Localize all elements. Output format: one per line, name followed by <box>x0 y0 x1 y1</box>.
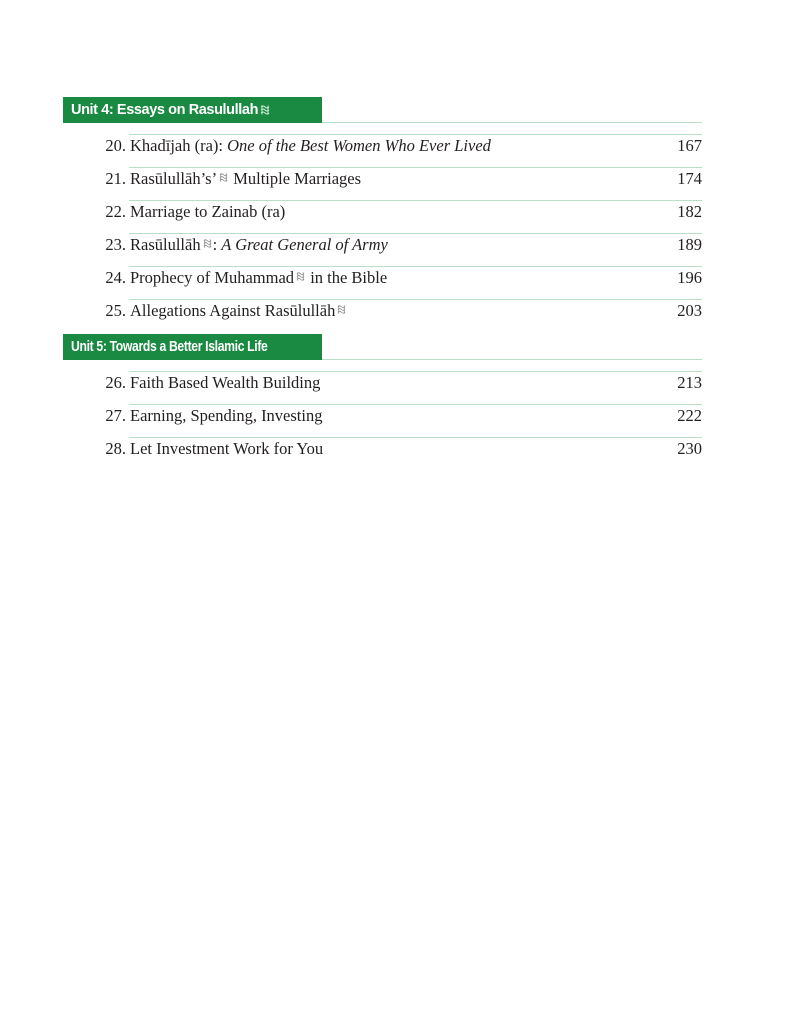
entry-title-part: in the Bible <box>306 268 388 287</box>
entry-number: 23. <box>105 235 126 254</box>
unit-header-label: Unit 5: Towards a Better Islamic Life <box>71 339 268 355</box>
toc-entry[interactable] <box>93 266 702 299</box>
entry-title-part: Prophecy of Muhammad <box>130 268 295 287</box>
entry-divider <box>129 371 702 372</box>
salutation-icon <box>295 271 306 282</box>
entry-page-number: 196 <box>677 268 702 287</box>
entry-title-part: Earning, Spending, Investing <box>130 406 323 425</box>
entry-number: 20. <box>105 136 126 155</box>
entry-page-number: 182 <box>677 202 702 221</box>
entry-title-part: Let Investment Work for You <box>130 439 324 458</box>
entry-title <box>130 406 322 426</box>
entry-title-part: Marriage to Zainab (ra) <box>130 202 286 221</box>
unit-header <box>63 97 322 123</box>
entry-divider <box>129 233 702 234</box>
entry-title <box>130 439 323 459</box>
entry-number: 28. <box>105 439 126 458</box>
entry-page-number: 222 <box>677 406 702 425</box>
entry-page-number: 213 <box>677 373 702 392</box>
entry-title <box>130 268 387 288</box>
entry-divider <box>129 200 702 201</box>
toc-entry[interactable] <box>93 371 702 404</box>
entry-title <box>130 136 491 156</box>
entry-title <box>130 301 347 321</box>
entry-divider <box>129 167 702 168</box>
entry-divider <box>129 266 702 267</box>
entry-title-part: Allegations Against Rasūlullāh <box>130 301 336 320</box>
salutation-icon <box>336 304 347 315</box>
toc-entry[interactable] <box>93 233 702 266</box>
entry-divider <box>129 437 702 438</box>
salutation-icon <box>202 238 213 249</box>
entry-title <box>130 202 285 222</box>
unit-header-label: Unit 4: Essays on Rasulullah <box>71 102 259 118</box>
entry-title-part: One of the Best Women Who Ever Lived <box>227 136 491 155</box>
entry-title-part: A Great General of Army <box>221 235 388 254</box>
entry-page-number: 167 <box>677 136 702 155</box>
entry-title <box>130 169 361 189</box>
entry-title-part: Rasūlullāh <box>130 235 201 254</box>
entry-title-part: : <box>212 235 222 254</box>
toc-entry[interactable] <box>93 299 702 332</box>
entry-page-number: 189 <box>677 235 702 254</box>
toc-entry[interactable] <box>93 404 702 437</box>
entry-number: 24. <box>105 268 126 287</box>
entry-number: 22. <box>105 202 126 221</box>
unit-header <box>63 334 322 360</box>
entry-number: 25. <box>105 301 126 320</box>
toc-entry[interactable] <box>93 200 702 233</box>
toc-entry[interactable] <box>93 437 702 470</box>
entry-title <box>130 373 320 393</box>
unit-rule <box>322 122 702 123</box>
entry-page-number: 174 <box>677 169 702 188</box>
entry-number: 27. <box>105 406 126 425</box>
salutation-icon <box>218 172 229 183</box>
entry-title-part: Multiple Marriages <box>229 169 362 188</box>
unit-rule <box>322 359 702 360</box>
toc-entry[interactable] <box>93 167 702 200</box>
entry-title <box>130 235 388 255</box>
entry-page-number: 203 <box>677 301 702 320</box>
salutation-icon <box>259 104 271 116</box>
entry-number: 21. <box>105 169 126 188</box>
entry-title-part: Khadījah (ra): <box>130 136 228 155</box>
toc-entry[interactable] <box>93 134 702 167</box>
entry-page-number: 230 <box>677 439 702 458</box>
entry-title-part: Rasūlullāh’s’ <box>130 169 218 188</box>
entry-divider <box>129 134 702 135</box>
entry-divider <box>129 299 702 300</box>
entry-divider <box>129 404 702 405</box>
entry-title-part: Faith Based Wealth Building <box>130 373 321 392</box>
entry-number: 26. <box>105 373 126 392</box>
